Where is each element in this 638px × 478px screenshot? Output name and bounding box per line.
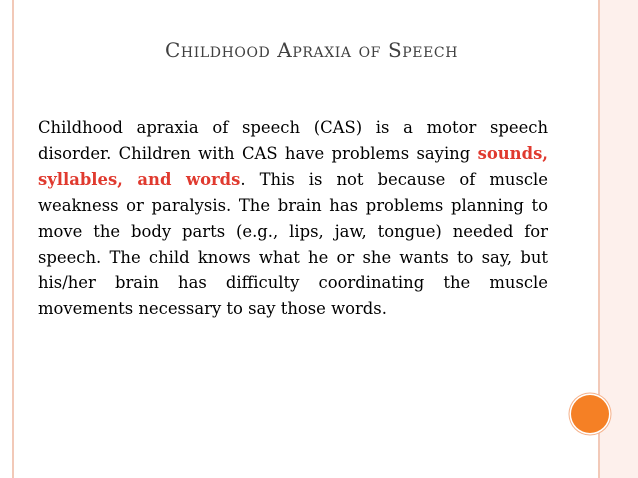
decorative-orange-circle xyxy=(571,395,609,433)
highlighted-phrase: sounds, syllables, and words xyxy=(38,143,548,189)
slide-title: Childhood Apraxia of Speech xyxy=(165,38,459,62)
paragraph-text-start: Childhood apraxia of speech (CAS) is a motor speech disorder. Children with CAS have problems saying xyxy=(38,118,548,163)
body-paragraph xyxy=(38,115,548,322)
left-accent-line xyxy=(12,0,14,478)
paragraph-text-end: . This is not because of muscle weakness or paralysis. The brain has problems planning to move the body parts (e.g., lips, jaw, tongue) needed for speech. The child knows what he or she wants to say, but his/her brain has difficulty coordinating the muscle movements necessary to say those words. xyxy=(38,169,548,319)
